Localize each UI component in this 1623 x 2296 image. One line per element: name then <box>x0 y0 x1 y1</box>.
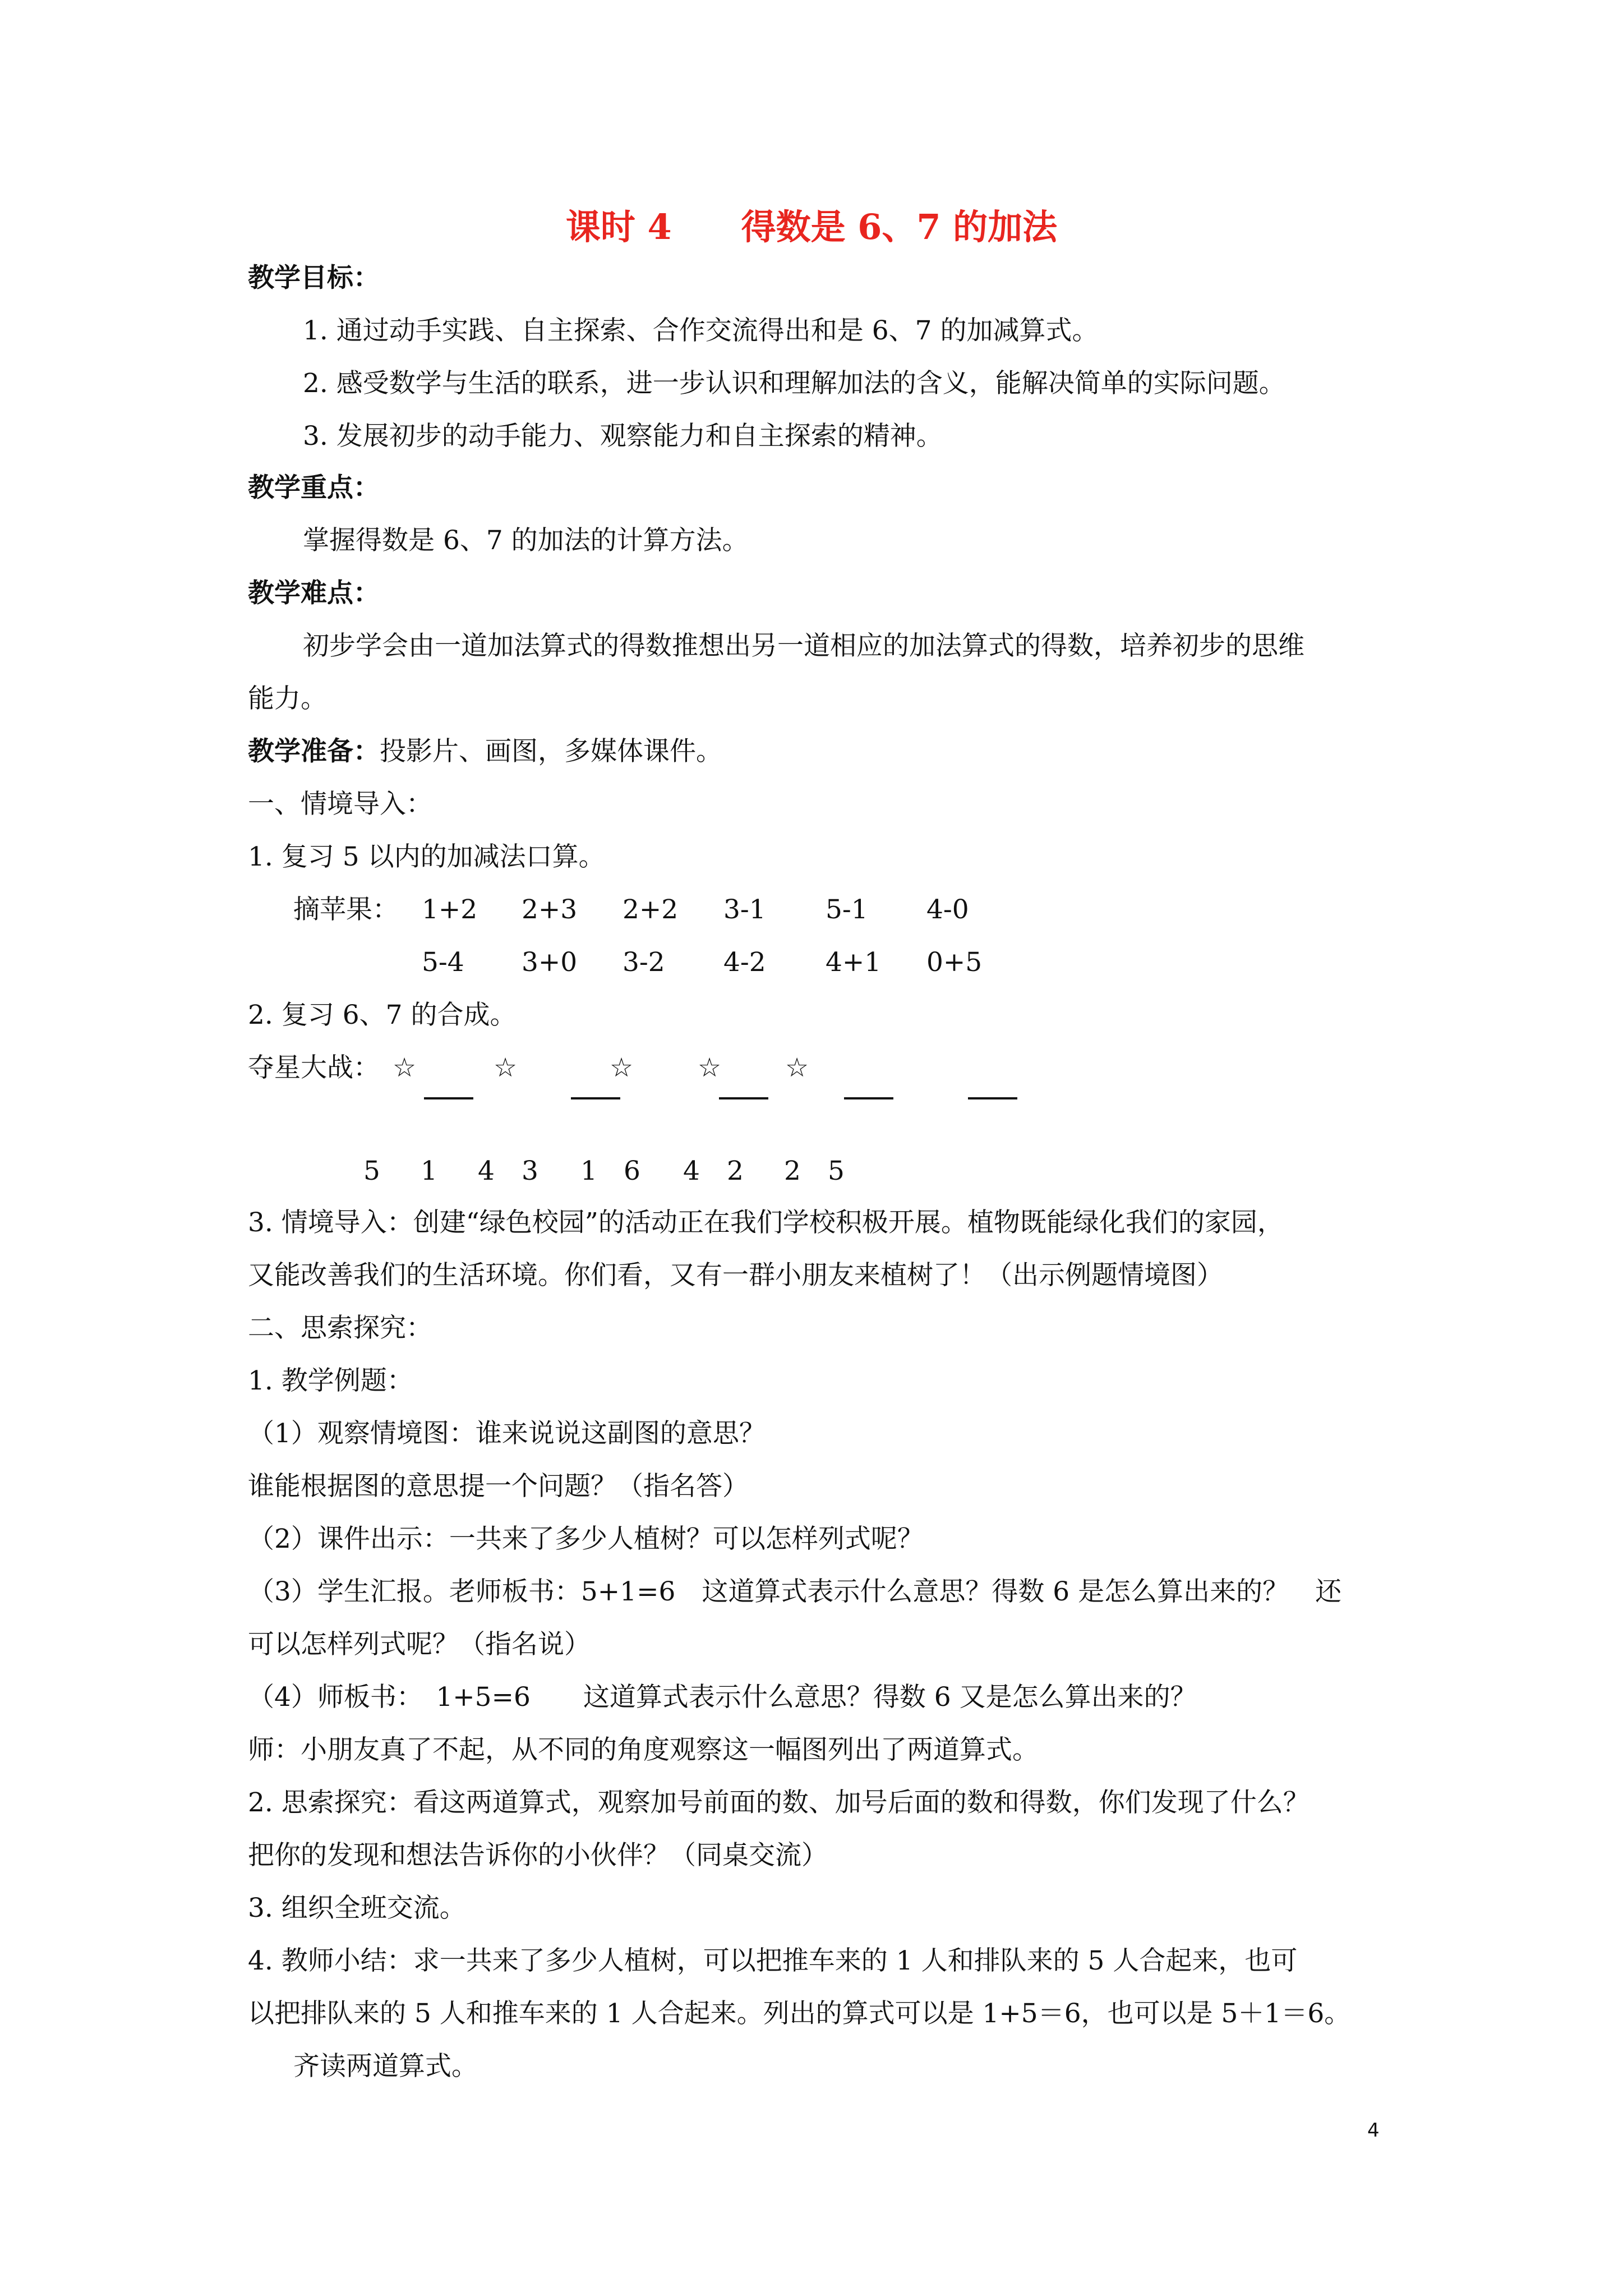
star-number-row <box>0 1158 1623 1186</box>
apple-expr: 5-1 <box>826 894 868 925</box>
star-number: 4 <box>683 1156 700 1186</box>
section-1-item-3-line-2: 又能改善我们的生活环境。你们看，又有一群小朋友来植树了！（出示例题情境图） <box>248 1260 1223 1291</box>
apple-label: 摘苹果： <box>293 894 399 925</box>
star-number: 3 <box>522 1156 538 1186</box>
prep-heading: 教学准备： <box>248 736 380 767</box>
answer-blank <box>844 1097 893 1099</box>
answer-blank <box>719 1097 768 1099</box>
section-2-item-4-line-2: 以把排队来的 5 人和推车来的 1 人合起来。列出的算式可以是 1+5＝6，也可以是 5＋1＝6。 <box>248 1998 1351 2029</box>
section-1-item-3-line-1: 3. 情境导入：创建“绿色校园”的活动正在我们学校积极开展。植物既能绿化我们的家园， <box>248 1207 1284 1238</box>
section-1-item-1: 1. 复习 5 以内的加减法口算。 <box>248 841 605 872</box>
apple-expr: 2+3 <box>522 894 578 925</box>
section-2-part-1: （1）观察情境图：谁来说说这副图的意思？ <box>248 1418 766 1449</box>
key-heading: 教学重点： <box>248 472 380 503</box>
section-2-item-2-line-2: 把你的发现和想法告诉你的小伙伴？（同桌交流） <box>248 1840 828 1871</box>
star-row <box>0 1052 1623 1083</box>
section-2-heading: 二、思索探究： <box>248 1313 432 1343</box>
star-number: 1 <box>580 1156 597 1186</box>
section-2-item-4-line-3: 齐读两道算式。 <box>293 2051 478 2082</box>
apple-expr: 4-2 <box>723 947 766 978</box>
section-1-item-2: 2. 复习 6、7 的合成。 <box>248 1000 517 1030</box>
star-number: 1 <box>421 1156 437 1186</box>
star-number: 2 <box>727 1156 744 1186</box>
page-title: 课时 4 得数是 6、7 的加法 <box>565 206 1058 247</box>
page-number: 4 <box>1367 2119 1380 2142</box>
star-number: 2 <box>784 1156 801 1186</box>
section-2-part-2: （2）课件出示：一共来了多少人植树？可以怎样列式呢？ <box>248 1524 924 1554</box>
apple-expr: 3-2 <box>623 947 665 978</box>
section-2-part-1b: 谁能根据图的意思提一个问题？（指名答） <box>248 1471 749 1502</box>
key-text: 掌握得数是 6、7 的加法的计算方法。 <box>303 525 749 556</box>
apple-expr: 4-0 <box>926 894 969 925</box>
star-number: 4 <box>478 1156 495 1186</box>
apple-expr: 4+1 <box>826 947 882 978</box>
star-icon: ☆ <box>393 1052 417 1083</box>
difficulty-heading: 教学难点： <box>248 578 380 609</box>
section-2-item-4-line-1: 4. 教师小结：求一共来了多少人植树，可以把推车来的 1 人和排队来的 5 人合起来，也可 <box>248 1945 1298 1976</box>
objective-1: 1. 通过动手实践、自主探索、合作交流得出和是 6、7 的加减算式。 <box>303 315 1099 346</box>
apple-row-2 <box>0 949 1623 977</box>
section-2-part-4: （4）师板书： 1+5=6 这道算式表示什么意思？得数 6 又是怎么算出来的？ <box>248 1682 1197 1713</box>
star-icon: ☆ <box>785 1052 809 1083</box>
difficulty-line-1: 初步学会由一道加法算式的得数推想出另一道相应的加法算式的得数，培养初步的思维 <box>303 631 1304 661</box>
star-label: 夺星大战： <box>248 1052 380 1083</box>
answer-blank <box>571 1097 620 1099</box>
star-number: 6 <box>624 1156 640 1186</box>
star-icon: ☆ <box>494 1052 518 1083</box>
apple-expr: 0+5 <box>926 947 983 978</box>
section-2-item-1: 1. 教学例题： <box>248 1365 413 1396</box>
apple-expr: 1+2 <box>422 894 478 925</box>
answer-blank <box>424 1097 473 1099</box>
section-1-heading: 一、情境导入： <box>248 789 432 820</box>
difficulty-line-2: 能力。 <box>248 683 327 714</box>
section-2-teacher: 师：小朋友真了不起，从不同的角度观察这一幅图列出了两道算式。 <box>248 1734 1039 1765</box>
section-2-part-3-line-1: （3）学生汇报。老师板书：5+1=6 这道算式表示什么意思？得数 6 是怎么算出来的？ 还 <box>248 1576 1342 1607</box>
prep-text: 投影片、画图，多媒体课件。 <box>380 736 722 767</box>
objectives-heading: 教学目标： <box>248 263 380 293</box>
apple-row-1 <box>0 896 1623 924</box>
star-icon: ☆ <box>698 1052 722 1083</box>
star-number: 5 <box>828 1156 845 1186</box>
answer-blank <box>968 1097 1017 1099</box>
apple-expr: 3-1 <box>723 894 766 925</box>
star-icon: ☆ <box>610 1052 634 1083</box>
objective-3: 3. 发展初步的动手能力、观察能力和自主探索的精神。 <box>303 421 943 452</box>
section-2-part-3-line-2: 可以怎样列式呢？（指名说） <box>248 1629 591 1660</box>
prep-line <box>248 738 1392 765</box>
apple-expr: 3+0 <box>522 947 578 978</box>
star-number: 5 <box>363 1156 380 1186</box>
apple-expr: 5-4 <box>422 947 464 978</box>
section-2-item-3: 3. 组织全班交流。 <box>248 1893 466 1924</box>
apple-expr: 2+2 <box>623 894 679 925</box>
section-2-item-2-line-1: 2. 思索探究：看这两道算式，观察加号前面的数、加号后面的数和得数，你们发现了什么？ <box>248 1787 1310 1818</box>
objective-2: 2. 感受数学与生活的联系，进一步认识和理解加法的含义，能解决简单的实际问题。 <box>303 368 1285 399</box>
